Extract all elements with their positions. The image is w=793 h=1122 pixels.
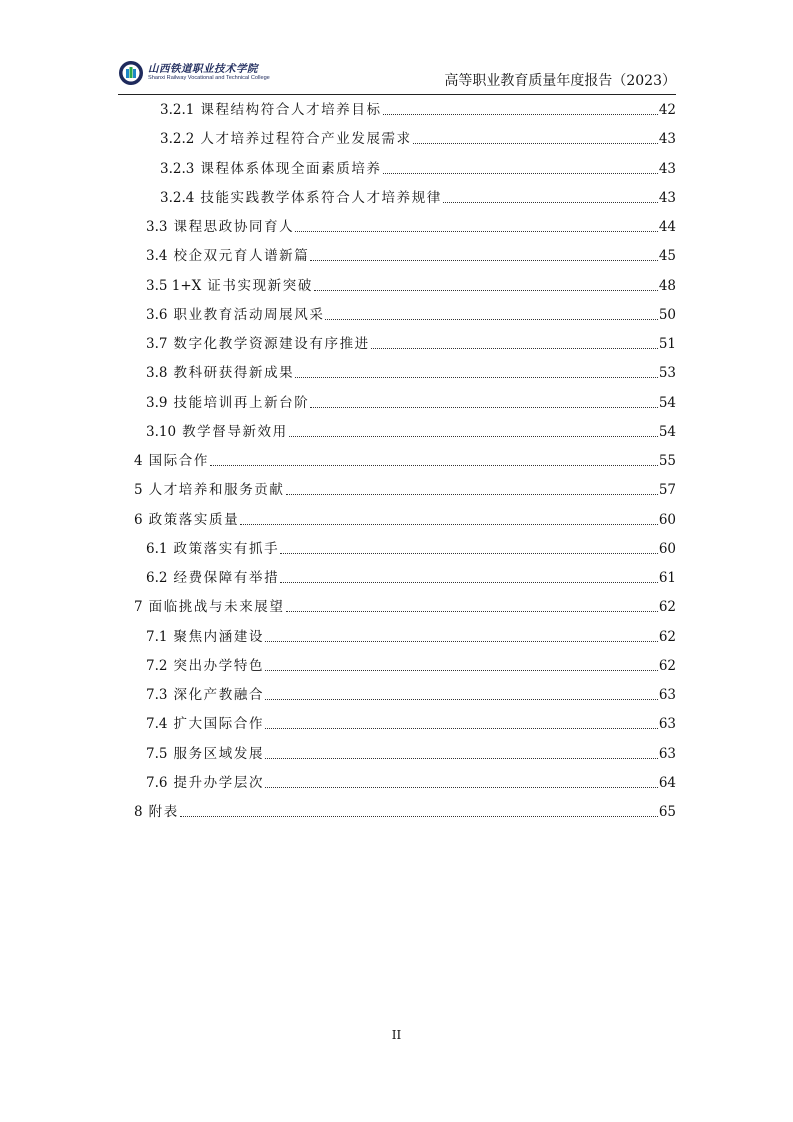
toc-entry-page: 63 (658, 716, 676, 733)
toc-entry-number: 3.3 (146, 219, 168, 235)
toc-entry[interactable] (146, 743, 676, 763)
toc-dot-leader (314, 289, 658, 291)
page-number: II (391, 1028, 402, 1042)
toc-entry-number: 3.2.3 (160, 160, 195, 177)
toc-entry-page: 65 (658, 804, 676, 820)
toc-dot-leader (210, 464, 658, 466)
toc-dot-leader (371, 347, 658, 349)
toc-entry[interactable] (134, 509, 676, 529)
toc-entry-page: 42 (658, 102, 676, 118)
toc-dot-leader (310, 259, 657, 261)
toc-entry-number: 3.2.2 (160, 131, 195, 148)
toc-entry-title: 经费保障有举措 (173, 570, 280, 586)
toc-entry-title: 数字化教学资源建设有序推进 (173, 336, 370, 352)
toc-entry-page: 62 (658, 657, 676, 674)
toc-entry-title: 扩大国际合作 (173, 716, 265, 733)
toc-entry-page: 62 (658, 628, 676, 645)
toc-entry-number: 3.7 (146, 336, 168, 352)
toc-entry-number: 3.2.1 (160, 102, 195, 118)
toc-entry-number: 3.10 (146, 423, 177, 440)
toc-entry-page: 45 (658, 248, 676, 265)
college-english-name: Shanxi Railway Vocational and Technical College (148, 75, 270, 81)
toc-entry-number: 7 (134, 599, 143, 616)
toc-dot-leader (286, 610, 658, 612)
toc-entry[interactable] (134, 450, 676, 470)
toc-entry-number: 7.4 (146, 716, 168, 733)
toc-entry-title: 国际合作 (148, 453, 209, 469)
toc-entry[interactable] (146, 567, 676, 587)
toc-entry-title: 证书实现新突破 (207, 277, 313, 294)
toc-entry-title: 技能实践教学体系符合人才培养规律 (200, 189, 442, 206)
toc-entry-page: 50 (658, 306, 676, 323)
toc-dot-leader (240, 523, 658, 525)
toc-entry-page: 55 (658, 453, 676, 469)
toc-dot-leader (383, 113, 658, 115)
toc-entry-page: 53 (658, 365, 676, 382)
toc-entry-title: 校企双元育人谱新篇 (173, 248, 310, 265)
toc-entry-number: 6 (134, 511, 143, 528)
toc-dot-leader (265, 786, 658, 788)
toc-entry[interactable] (146, 655, 676, 675)
toc-entry-number: 3.2.4 (160, 189, 195, 206)
toc-entry[interactable] (146, 392, 676, 412)
toc-entry-number: 3.4 (146, 248, 168, 265)
report-title: 高等职业教育质量年度报告（2023） (444, 73, 676, 89)
toc-dot-leader (265, 727, 658, 729)
toc-entry-number: 3.8 (146, 365, 168, 382)
toc-entry[interactable] (146, 713, 676, 733)
toc-entry-title: 人才培养过程符合产业发展需求 (200, 131, 412, 148)
toc-entry-number: 8 (134, 804, 143, 820)
toc-entry-title: 附表 (148, 804, 179, 820)
toc-entry-number: 4 (134, 453, 143, 469)
toc-entry-page: 43 (658, 189, 676, 206)
toc-entry-number: 3.5 1+X (146, 277, 202, 294)
toc-entry-title: 政策落实有抓手 (173, 540, 280, 557)
toc-entry-number: 6.1 (146, 540, 168, 557)
toc-entry-title: 政策落实质量 (148, 511, 240, 528)
toc-entry-page: 43 (658, 131, 676, 148)
toc-entry-page: 54 (658, 394, 676, 411)
toc-entry-number: 7.1 (146, 628, 168, 645)
toc-entry[interactable] (146, 275, 676, 295)
toc-dot-leader (280, 581, 658, 583)
toc-entry-title: 课程结构符合人才培养目标 (200, 102, 382, 118)
toc-entry[interactable] (146, 245, 676, 265)
toc-dot-leader (295, 230, 658, 232)
toc-entry-page: 43 (658, 160, 676, 177)
toc-entry-number: 7.5 (146, 745, 168, 762)
toc-entry-number: 6.2 (146, 570, 168, 586)
toc-entry[interactable] (146, 421, 676, 441)
toc-dot-leader (265, 640, 658, 642)
toc-entry-title: 聚焦内涵建设 (173, 628, 265, 645)
toc-entry[interactable] (146, 362, 676, 382)
toc-entry[interactable] (146, 538, 676, 558)
toc-dot-leader (265, 669, 658, 671)
toc-dot-leader (325, 318, 657, 320)
toc-entry[interactable] (146, 333, 676, 353)
college-emblem-icon (118, 60, 144, 86)
toc-entry-number: 3.9 (146, 394, 168, 411)
toc-entry-page: 62 (658, 599, 676, 616)
toc-entry-number: 7.2 (146, 657, 168, 674)
toc-entry[interactable] (146, 772, 676, 792)
toc-dot-leader (286, 493, 658, 495)
toc-entry[interactable] (146, 216, 676, 236)
toc-entry-page: 51 (658, 336, 676, 352)
toc-entry-title: 突出办学特色 (173, 657, 265, 674)
toc-entry-title: 面临挑战与未来展望 (148, 599, 285, 616)
toc-entry[interactable] (160, 187, 676, 207)
toc-entry[interactable] (134, 479, 676, 499)
toc-dot-leader (280, 552, 658, 554)
toc-entry-title: 教科研获得新成果 (173, 365, 295, 382)
toc-entry[interactable] (160, 158, 676, 178)
toc-entry-title: 教学督导新效用 (182, 423, 288, 440)
toc-entry-page: 60 (658, 511, 676, 528)
toc-entry-title: 深化产教融合 (173, 687, 265, 703)
toc-entry-page: 63 (658, 745, 676, 762)
toc-entry-title: 职业教育活动周展风采 (173, 306, 325, 323)
toc-entry-page: 60 (658, 540, 676, 557)
toc-dot-leader (295, 376, 658, 378)
toc-dot-leader (180, 815, 658, 817)
toc-entry[interactable] (134, 801, 676, 821)
toc-dot-leader (265, 698, 658, 700)
toc-entry-number: 7.6 (146, 774, 168, 791)
toc-entry-title: 课程思政协同育人 (173, 219, 295, 235)
toc-entry-page: 61 (658, 570, 676, 586)
toc-entry-page: 57 (658, 482, 676, 499)
toc-entry[interactable] (134, 596, 676, 616)
toc-dot-leader (310, 406, 657, 408)
toc-entry-number: 7.3 (146, 687, 168, 703)
toc-entry-page: 63 (658, 687, 676, 703)
toc-dot-leader (383, 172, 658, 174)
toc-entry-page: 64 (658, 774, 676, 791)
page-header (118, 56, 676, 94)
toc-entry[interactable] (146, 626, 676, 646)
toc-dot-leader (443, 201, 658, 203)
toc-entry[interactable] (160, 99, 676, 119)
toc-entry-number: 3.6 (146, 306, 168, 323)
header-divider (118, 94, 676, 95)
college-name: 山西铁道职业技术学院 (148, 63, 258, 75)
toc-entry[interactable] (146, 684, 676, 704)
toc-entry-title: 课程体系体现全面素质培养 (200, 160, 382, 177)
toc-entry-title: 人才培养和服务贡献 (148, 482, 285, 499)
toc-entry-title: 技能培训再上新台阶 (173, 394, 310, 411)
toc-entry-page: 44 (658, 219, 676, 235)
toc-dot-leader (265, 757, 658, 759)
toc-dot-leader (413, 142, 658, 144)
toc-entry[interactable] (146, 304, 676, 324)
toc-entry[interactable] (160, 128, 676, 148)
toc-entry-title: 提升办学层次 (173, 774, 265, 791)
college-logo (118, 60, 318, 88)
toc-entry-title: 服务区域发展 (173, 745, 265, 762)
toc-dot-leader (289, 435, 658, 437)
toc-entry-page: 48 (658, 277, 676, 294)
toc-entry-page: 54 (658, 423, 676, 440)
toc-entry-number: 5 (134, 482, 143, 499)
